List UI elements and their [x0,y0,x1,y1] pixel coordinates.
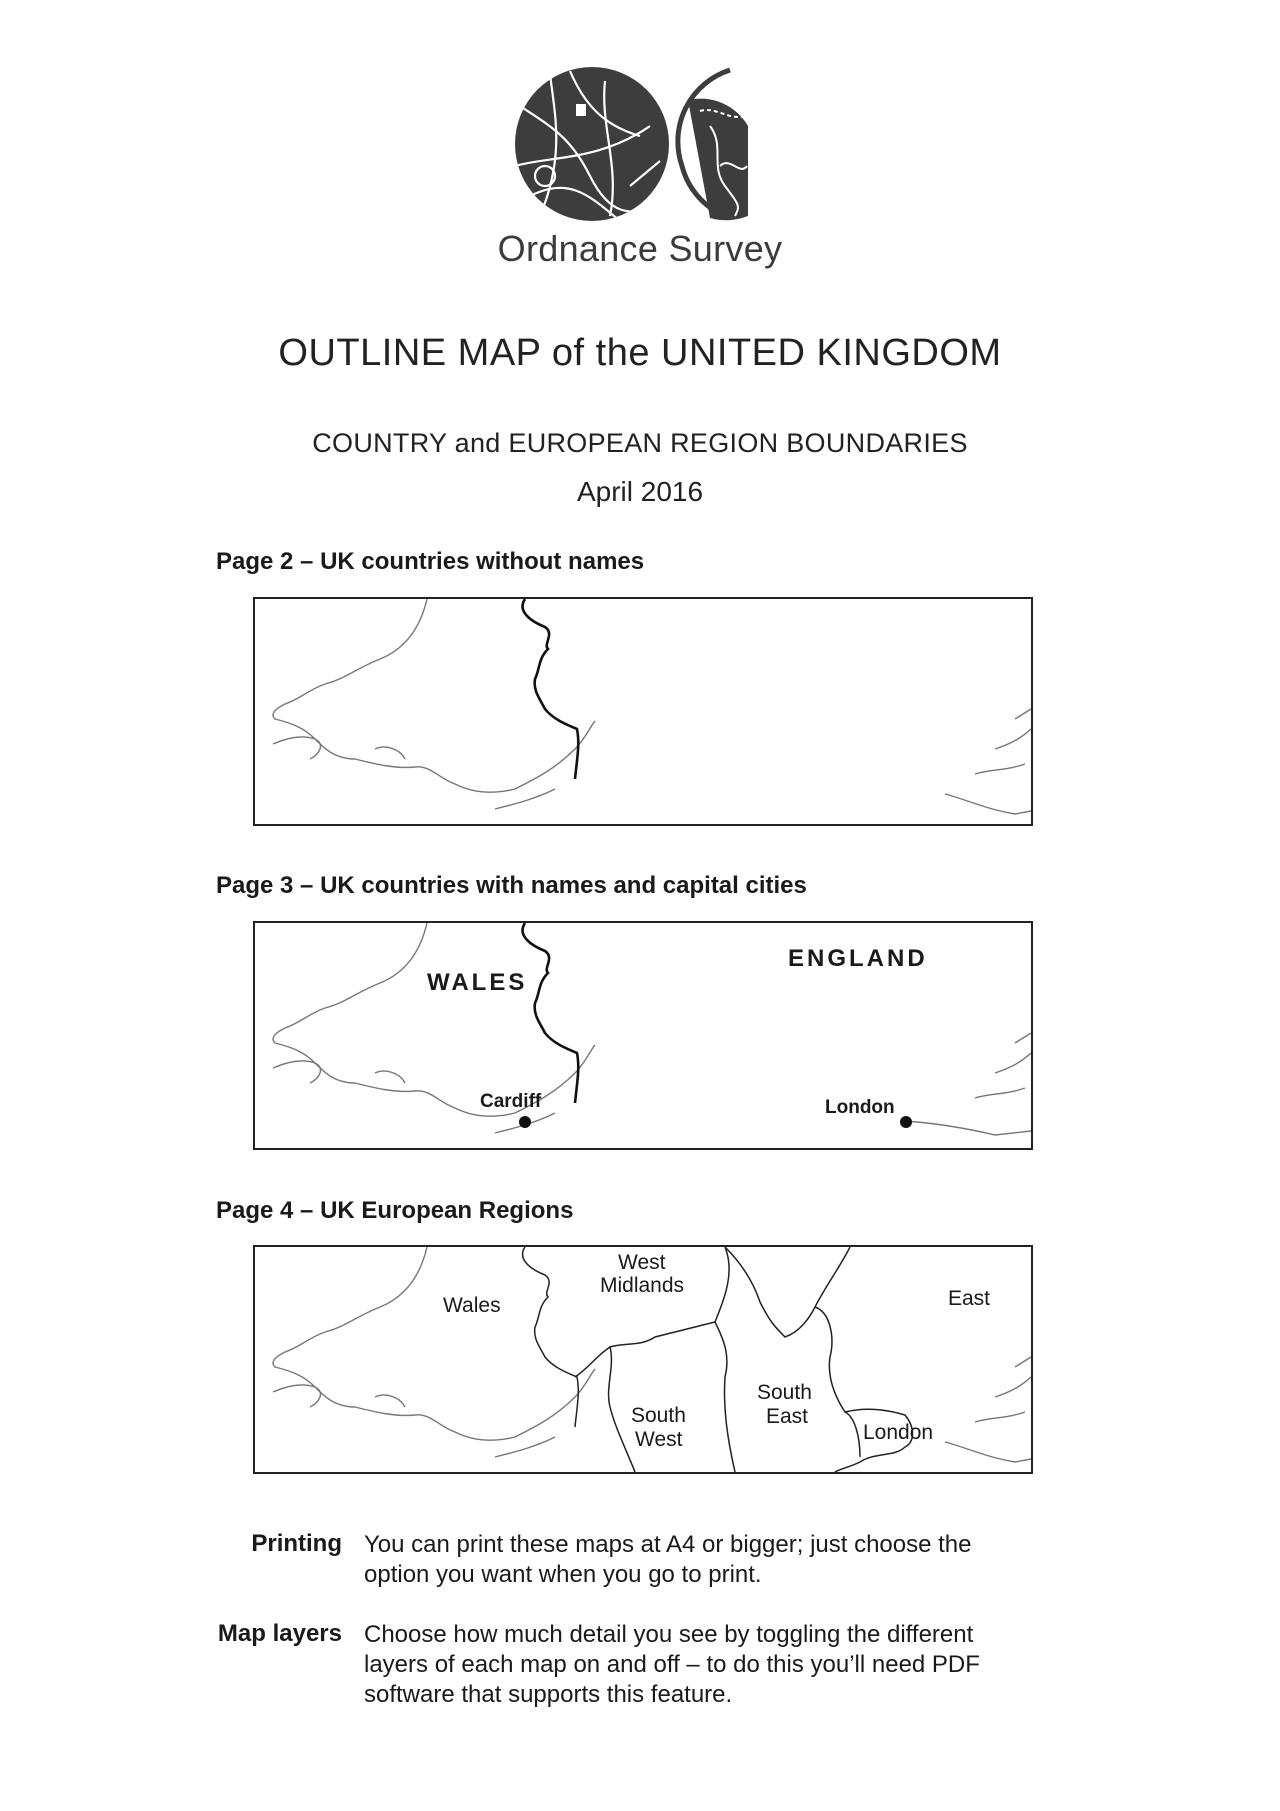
map-outline-2 [255,923,1031,1148]
note-text-map-layers [364,1620,1004,1710]
city-label-london: London [825,1097,895,1118]
wales-england-border [523,599,579,779]
note-label-map-layers: Map layers [217,1620,342,1647]
region-label-london: London [863,1421,934,1444]
page-title: OUTLINE MAP of the UNITED KINGDOM [278,332,1002,374]
region-label-south-east-line2: East [766,1405,809,1428]
region-label-west-midlands-line1: West [618,1251,666,1274]
section-heading-page-3: Page 3 – UK countries with names and capital cities [216,872,807,899]
map-outline-1 [255,599,1031,824]
note-line: layers of each map on and off – to do this you’ll need PDF [364,1651,980,1678]
note-text-printing [364,1530,1004,1590]
region-label-west-midlands-line2: Midlands [600,1274,685,1297]
region-label-south-west-line1: South [631,1404,686,1427]
region-label-wales: Wales [443,1294,501,1317]
note-line: option you want when you go to print. [364,1561,762,1588]
section-heading-page-2: Page 2 – UK countries without names [216,548,645,575]
note-line: software that supports this feature. [364,1681,733,1708]
london-marker [900,1116,912,1128]
region-label-south-east-line1: South [757,1381,812,1404]
coastline [273,599,1031,814]
section-heading-page-4: Page 4 – UK European Regions [216,1197,574,1224]
region-label-south-west-line2: West [635,1428,683,1451]
country-label-england: ENGLAND [788,945,928,972]
note-line: You can print these maps at A4 or bigger; just choose the [364,1531,972,1558]
map-countries-without-names [253,597,1033,826]
cardiff-marker [519,1116,531,1128]
page-subtitle: COUNTRY and EUROPEAN REGION BOUNDARIES [312,428,968,458]
brand-name: Ordnance Survey [497,228,783,269]
note-line: Choose how much detail you see by toggling the different [364,1621,974,1648]
country-label-wales: WALES [427,969,528,996]
note-label-printing: Printing [251,1530,342,1557]
os-logo-mark [510,66,800,246]
wales-england-border [523,923,579,1103]
publication-date: April 2016 [576,476,704,507]
region-boundaries [523,1247,913,1472]
map-european-regions [253,1245,1033,1474]
map-countries-with-names [253,921,1033,1150]
city-label-cardiff: Cardiff [480,1091,542,1112]
map-outline-3 [255,1247,1031,1472]
region-label-east: East [948,1287,991,1310]
